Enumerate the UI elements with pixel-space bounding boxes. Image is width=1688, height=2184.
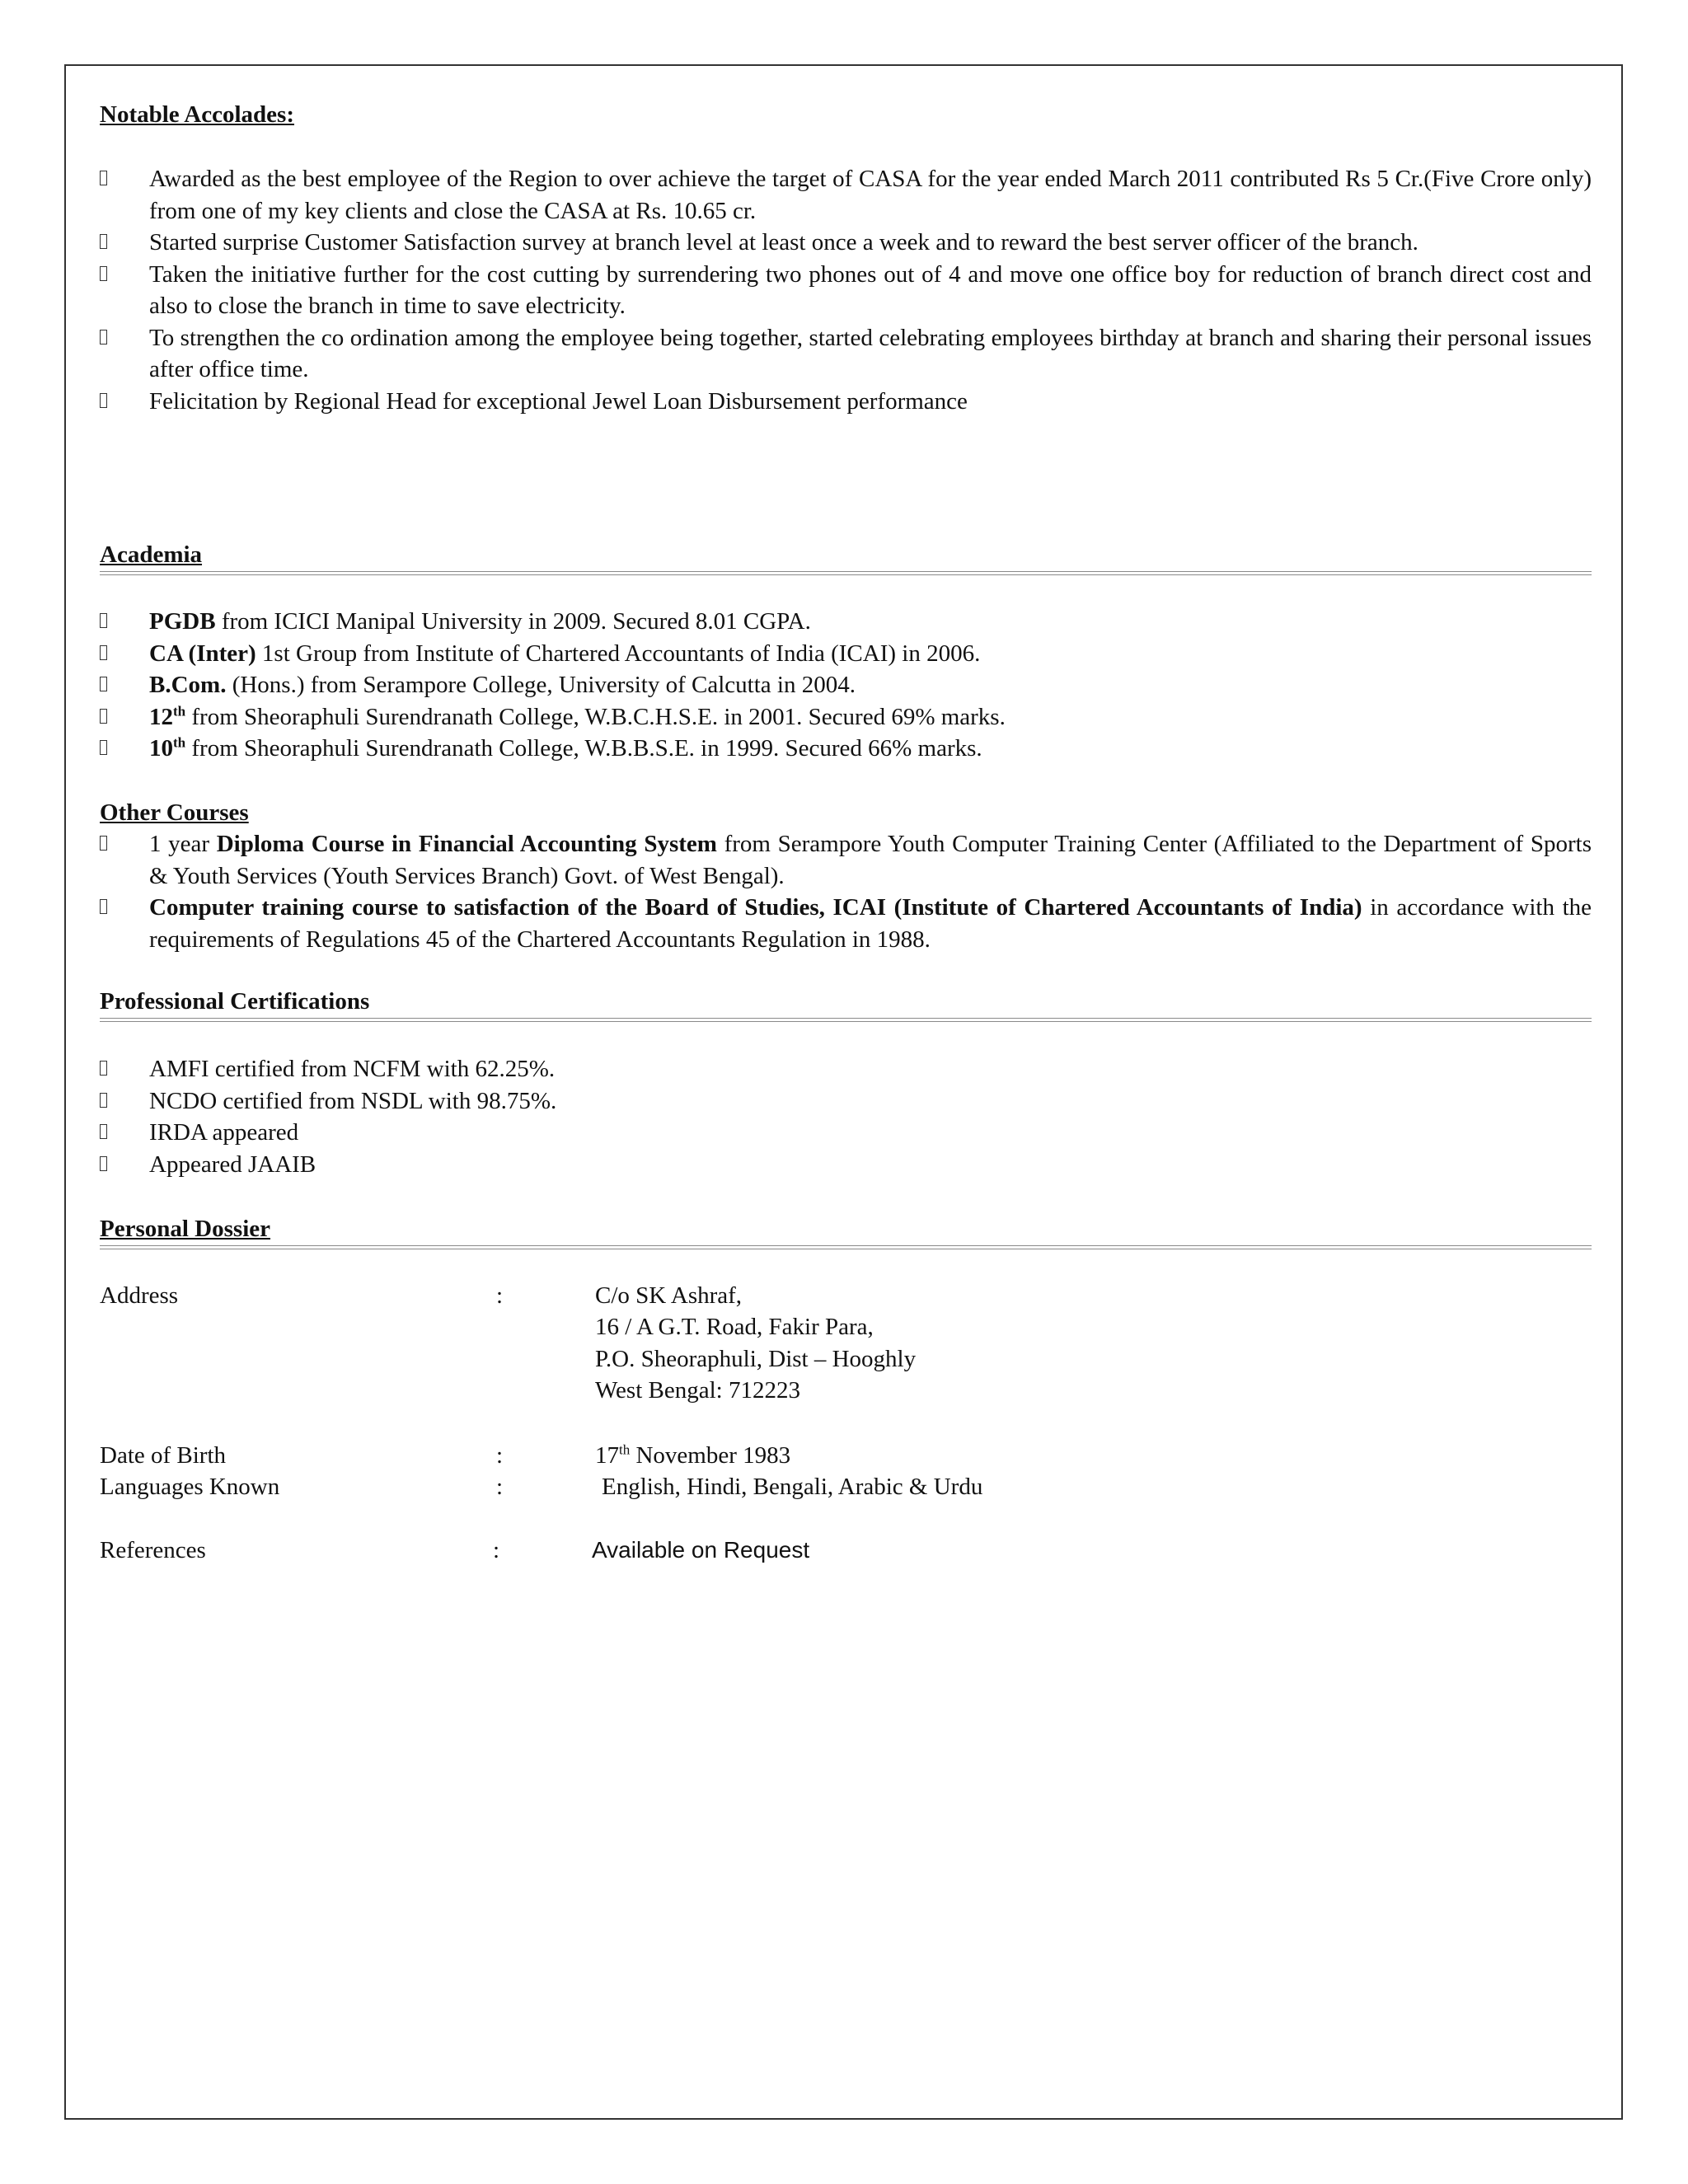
bullet-icon <box>100 709 107 724</box>
section-divider <box>100 571 1592 575</box>
languages-colon: : <box>496 1474 504 1500</box>
address-line: West Bengal: 712223 <box>595 1377 800 1404</box>
dob-value: 17th November 1983 <box>595 1441 791 1469</box>
bullet-icon <box>100 266 107 281</box>
academia-list <box>100 606 1592 765</box>
list-item: Taken the initiative further for the cost cutting by surrendering two phones out of 4 and move one office boy for reduction of branch direct cost and also to close the branch in time to save electricity. <box>100 259 1592 322</box>
address-line: P.O. Sheoraphuli, Dist – Hooghly <box>595 1346 917 1372</box>
bullet-icon <box>100 171 107 185</box>
dob-colon: : <box>496 1442 504 1469</box>
list-item: AMFI certified from NCFM with 62.25%. <box>100 1053 1592 1085</box>
references-colon: : <box>493 1537 500 1563</box>
section-divider <box>100 1018 1592 1022</box>
dob-label: Date of Birth <box>100 1442 227 1469</box>
accolades-list <box>100 163 1592 417</box>
address-line: C/o SK Ashraf, <box>595 1282 743 1309</box>
list-item: IRDA appeared <box>100 1117 1592 1149</box>
list-item: Appeared JAAIB <box>100 1149 1592 1181</box>
bullet-icon <box>100 234 107 249</box>
list-item: To strengthen the co ordination among the employee being together, started celebrating employees birthday at branch and sharing their personal issues after office time. <box>100 322 1592 386</box>
address-line: 16 / A G.T. Road, Fakir Para, <box>595 1314 874 1340</box>
references-value: Available on Request <box>592 1537 810 1563</box>
list-item: 10th from Sheoraphuli Surendranath College, W.B.B.S.E. in 1999. Secured 66% marks. <box>100 733 1592 765</box>
list-item: CA (Inter) 1st Group from Institute of Chartered Accountants of India (ICAI) in 2006. <box>100 638 1592 670</box>
personal-dossier-heading: Personal Dossier <box>100 1216 270 1242</box>
certifications-list <box>100 1053 1592 1180</box>
languages-label: Languages Known <box>100 1474 280 1500</box>
section-divider <box>100 1245 1592 1249</box>
bullet-icon <box>100 330 107 344</box>
bullet-icon <box>100 836 107 851</box>
list-item: 12th from Sheoraphuli Surendranath College, W.B.C.H.S.E. in 2001. Secured 69% marks. <box>100 701 1592 733</box>
references-label: References <box>100 1537 206 1563</box>
address-label: Address <box>100 1282 179 1309</box>
bullet-icon <box>100 613 107 628</box>
bullet-icon <box>100 740 107 755</box>
other-courses-list <box>100 828 1592 955</box>
bullet-icon <box>100 899 107 914</box>
list-item: B.Com. (Hons.) from Serampore College, University of Calcutta in 2004. <box>100 669 1592 701</box>
accolades-heading: Notable Accolades: <box>100 101 294 128</box>
bullet-icon <box>100 645 107 660</box>
bullet-icon <box>100 1124 107 1139</box>
bullet-icon <box>100 1156 107 1171</box>
other-courses-heading: Other Courses <box>100 799 249 826</box>
list-item: Awarded as the best employee of the Region to over achieve the target of CASA for the year ended March 2011 contributed Rs 5 Cr.(Five Crore only) from one of my key clients and close the CASA at Rs. 10.65 cr. <box>100 163 1592 227</box>
list-item: NCDO certified from NSDL with 98.75%. <box>100 1085 1592 1118</box>
bullet-icon <box>100 393 107 408</box>
languages-value: English, Hindi, Bengali, Arabic & Urdu <box>602 1474 983 1500</box>
list-item: 1 year Diploma Course in Financial Accounting System from Serampore Youth Computer Training Center (Affiliated to the Department of Sports & Youth Services (Youth Services Branch) Govt. of West Bengal). <box>100 828 1592 892</box>
academia-heading: Academia <box>100 541 203 568</box>
list-item: Started surprise Customer Satisfaction survey at branch level at least once a week and to reward the best server officer of the branch. <box>100 227 1592 259</box>
bullet-icon <box>100 1093 107 1108</box>
bullet-icon <box>100 1061 107 1076</box>
list-item: PGDB from ICICI Manipal University in 2009. Secured 8.01 CGPA. <box>100 606 1592 638</box>
certifications-heading: Professional Certifications <box>100 988 370 1015</box>
list-item: Computer training course to satisfaction of the Board of Studies, ICAI (Institute of Chartered Accountants of India) in accordance with the requirements of Regulations 45 of the Chartered Accountants Regulation in 1988. <box>100 892 1592 955</box>
address-colon: : <box>496 1282 504 1309</box>
bullet-icon <box>100 677 107 691</box>
list-item: Felicitation by Regional Head for exceptional Jewel Loan Disbursement performance <box>100 386 1592 418</box>
